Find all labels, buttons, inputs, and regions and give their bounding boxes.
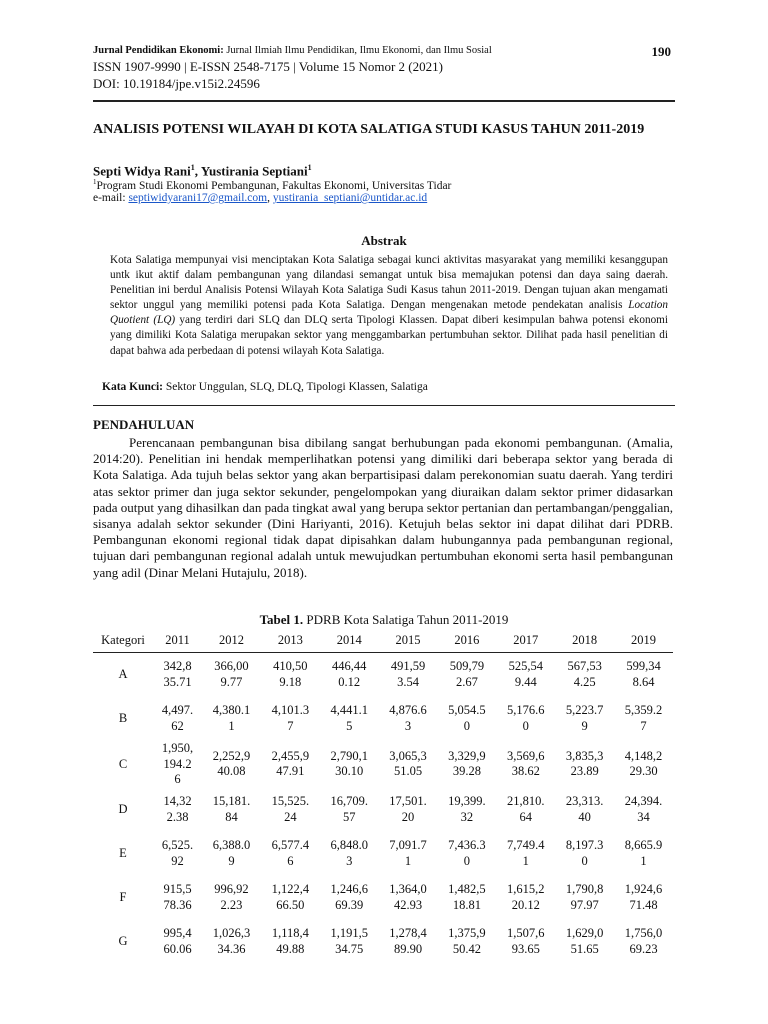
value-cell: [202, 920, 261, 964]
value-cell-line: 567,53: [567, 659, 602, 674]
value-cell-line: 491,59: [390, 659, 426, 674]
value-cell-line: 92: [171, 853, 184, 868]
value-cell-line: 4,148,2: [624, 748, 663, 763]
value-cell-line: 509,79: [449, 659, 485, 674]
header-2013: 2013: [261, 628, 320, 653]
value-cell: [496, 653, 555, 698]
table-row: [93, 832, 673, 876]
value-cell-line: 62: [171, 719, 184, 733]
value-cell-line: 0: [463, 719, 471, 733]
value-cell-line: 1,756,0: [624, 926, 663, 941]
value-cell: [496, 920, 555, 964]
value-cell-line: 2,252,9: [212, 748, 251, 763]
value-cell-line: 60.06: [163, 941, 192, 956]
email-label: e-mail:: [93, 192, 129, 204]
value-cell-line: 21,810.: [507, 794, 545, 809]
value-cell-line: 6: [287, 853, 294, 868]
value-cell-line: 7,749.4: [507, 838, 545, 853]
abstract-divider: [93, 405, 675, 406]
author-1-affil-mark: 1: [190, 163, 195, 172]
table-row: [93, 788, 673, 832]
table-header-row: [93, 628, 673, 653]
value-cell-line: 7: [287, 719, 294, 733]
abstract-emphasis: Location Quotient (LQ): [110, 299, 668, 327]
value-cell-line: 1: [228, 719, 235, 733]
section-heading: PENDAHULUAN: [93, 417, 195, 432]
value-cell-line: 5,054.5: [448, 703, 486, 718]
author-2-affil-mark: 1: [307, 163, 312, 172]
abstract-text-1: Kota Salatiga mempunyai visi menciptakan Kota Salatiga sebagai kunci aktivitas masyarakat yang memiliki kesanggupan untk ikut aktif dalam pembangunan yang dilandasi semangat untuk bisa memajukan potensi dan daya saing daerah. Penelitian ini berdul Analisis Potensi Wilayah Kota Salatiga Sudi Kasus tahun 2011-2019. Dengan tujuan akan mengamati sektor unggul yang memiliki potensi pada Kota Salatiga. Dengan mengenakan metode pendekatan analisis: [110, 254, 668, 312]
value-cell-line: 40: [578, 809, 591, 824]
value-cell: [437, 920, 496, 964]
value-cell-line: 915,5: [163, 882, 192, 897]
value-cell-line: 50.42: [452, 941, 481, 956]
value-cell-line: 599,34: [626, 659, 661, 674]
value-cell-line: 525,54: [508, 659, 543, 674]
category-cell: D: [118, 801, 128, 816]
value-cell-line: 9.44: [514, 675, 537, 689]
value-cell-line: 24,394.: [624, 794, 663, 809]
author-list: [93, 163, 312, 179]
value-cell-line: 1,924,6: [624, 882, 663, 897]
value-cell-line: 93.65: [511, 941, 540, 956]
header-kategori: Kategori: [93, 628, 153, 653]
value-cell: [320, 788, 379, 832]
value-cell-line: 8.64: [632, 675, 655, 689]
value-cell: [202, 697, 261, 741]
value-cell: [555, 832, 614, 876]
value-cell-line: 2.67: [455, 675, 478, 689]
value-cell-line: 16,709.: [330, 794, 368, 809]
value-cell: [153, 832, 202, 876]
value-cell-line: 3,065,3: [389, 748, 427, 763]
value-cell-line: 9: [581, 719, 588, 733]
value-cell: [614, 788, 673, 832]
value-cell-line: 6,388.0: [212, 838, 251, 853]
value-cell-line: 3: [404, 719, 412, 733]
header-2012: 2012: [202, 628, 261, 653]
value-cell-line: 4,441.1: [330, 703, 368, 718]
value-cell-line: 15,181.: [212, 794, 251, 809]
value-cell-line: 995,4: [163, 926, 192, 941]
value-cell-line: 0.12: [338, 675, 361, 689]
journal-subtitle: Jurnal Ilmiah Ilmu Pendidikan, Ilmu Ekonomi, dan Ilmu Sosial: [223, 45, 492, 56]
value-cell: [555, 920, 614, 964]
doi-line: DOI: 10.19184/jpe.v15i2.24596: [93, 76, 260, 91]
value-cell: [496, 741, 555, 788]
value-cell-line: 7: [640, 719, 647, 733]
value-cell: [153, 920, 202, 964]
category-cell: B: [118, 711, 128, 726]
table-row: [93, 653, 673, 698]
category-cell: G: [118, 933, 128, 948]
page-number: 190: [651, 44, 671, 59]
value-cell: [379, 741, 438, 788]
value-cell-line: 40.08: [217, 764, 246, 779]
value-cell: [555, 788, 614, 832]
value-cell: [437, 832, 496, 876]
value-cell-line: 5,359.2: [624, 703, 663, 718]
table-row: [93, 920, 673, 964]
value-cell-line: 2,790,1: [330, 748, 368, 763]
value-cell-line: 3,835,3: [565, 748, 604, 763]
value-cell-line: 1,026,3: [212, 926, 251, 941]
abstract-heading: Abstrak: [361, 233, 407, 248]
abstract-text-2: yang terdiri dari SLQ dan DLQ serta Tipologi Klassen. Dapat diberi kesimpulan bahwa potensi ekonomi yang dimiliki Kota Salatiga merupakan sektor yang menggambarkan pertumbuhan sektor. Dilihat pada hasil penelitian di dapat bahwa ada perbedaan di potensi wilayah Kota Salatiga.: [110, 314, 668, 357]
value-cell-line: 23,313.: [565, 794, 604, 809]
table-row: [93, 697, 673, 741]
category-cell: E: [119, 845, 127, 860]
value-cell: [437, 741, 496, 788]
author-separator: ,: [194, 163, 201, 179]
value-cell-line: 1: [640, 853, 647, 868]
value-cell-line: 1,118,4: [271, 926, 309, 941]
value-cell-line: 34.75: [335, 941, 364, 956]
value-cell: [614, 697, 673, 741]
value-cell-line: 30.10: [335, 764, 364, 779]
value-cell-line: 47.91: [276, 764, 305, 779]
value-cell: [320, 832, 379, 876]
email-link-1[interactable]: septiwidyarani17@gmail.com: [128, 192, 268, 204]
value-cell: [202, 832, 261, 876]
value-cell: [614, 876, 673, 920]
value-cell-line: 0: [522, 719, 529, 733]
value-cell: [153, 697, 202, 741]
value-cell-line: 4.25: [573, 675, 596, 689]
value-cell: [379, 876, 438, 920]
paper-title: ANALISIS POTENSI WILAYAH DI KOTA SALATIGA STUDI KASUS TAHUN 2011-2019: [93, 122, 645, 137]
value-cell-line: 1,482,5: [448, 882, 486, 897]
author-1: Septi Widya Rani: [93, 163, 191, 179]
header-2016: 2016: [437, 628, 496, 653]
value-cell: [614, 741, 673, 788]
value-cell-line: 366,00: [214, 659, 249, 674]
value-cell-line: 1,191,5: [330, 926, 368, 941]
value-cell: [320, 920, 379, 964]
value-cell-line: 5,176.6: [507, 703, 545, 718]
value-cell-line: 1: [522, 853, 529, 868]
table-caption-text: PDRB Kota Salatiga Tahun 2011-2019: [303, 612, 509, 627]
value-cell-line: 3,569,6: [507, 748, 545, 763]
abstract-body: [110, 253, 668, 359]
value-cell-line: 3,329,9: [448, 748, 486, 763]
value-cell-line: 1,122,4: [271, 882, 310, 897]
value-cell-line: 78.36: [163, 897, 192, 912]
category-cell: F: [119, 889, 127, 904]
value-cell-line: 1,790,8: [565, 882, 604, 897]
value-cell: [614, 832, 673, 876]
header-2017: 2017: [496, 628, 555, 653]
keywords-text: Sektor Unggulan, SLQ, DLQ, Tipologi Klassen, Salatiga: [163, 381, 428, 393]
value-cell-line: 3: [346, 853, 353, 868]
value-cell-line: 4,380.1: [212, 703, 251, 718]
value-cell: [261, 920, 320, 964]
value-cell: [261, 876, 320, 920]
value-cell-line: 15,525.: [271, 794, 310, 809]
value-cell-line: 4,101.3: [271, 703, 310, 718]
value-cell: [614, 920, 673, 964]
value-cell-line: 6,848.0: [330, 838, 368, 853]
value-cell-line: 64: [519, 809, 533, 824]
value-cell-line: 32: [460, 809, 474, 824]
value-cell-line: 446,44: [332, 659, 367, 674]
email-link-2[interactable]: yustirania_septiani@untidar.ac.id: [272, 192, 428, 204]
value-cell: [153, 876, 202, 920]
value-cell-line: 6,577.4: [271, 838, 310, 853]
value-cell-line: 69.23: [629, 941, 658, 956]
value-cell: [496, 876, 555, 920]
value-cell-line: 9: [228, 853, 235, 868]
value-cell-line: 20.12: [511, 897, 540, 912]
value-cell-line: 1,615,2: [507, 882, 545, 897]
value-cell: [379, 788, 438, 832]
table-row: [93, 741, 673, 788]
value-cell-line: 89.90: [393, 941, 423, 956]
value-cell: [379, 832, 438, 876]
value-cell: [153, 788, 202, 832]
table-caption-label: Tabel 1.: [259, 612, 304, 627]
value-cell: [202, 741, 261, 788]
value-cell: [437, 653, 496, 698]
value-cell: [379, 697, 438, 741]
value-cell: [555, 697, 614, 741]
value-cell: [496, 832, 555, 876]
value-cell-line: 0: [581, 853, 588, 868]
value-cell-line: 1: [404, 853, 412, 868]
value-cell: [320, 653, 379, 698]
value-cell-line: 51.05: [393, 764, 423, 779]
value-cell-line: 2,455,9: [271, 748, 310, 763]
affiliation: [93, 178, 451, 192]
value-cell-line: 2.23: [220, 897, 243, 912]
value-cell-line: 1,375,9: [448, 926, 486, 941]
value-cell-line: 1,507,6: [507, 926, 545, 941]
table-row: [93, 876, 673, 920]
value-cell-line: 7,436.3: [448, 838, 486, 853]
keywords-label: Kata Kunci:: [102, 381, 164, 393]
value-cell-line: 97.97: [570, 897, 599, 912]
value-cell-line: 69.39: [335, 897, 364, 912]
value-cell: [202, 653, 261, 698]
value-cell-line: 1,246,6: [330, 882, 368, 897]
value-cell: [437, 788, 496, 832]
value-cell: [614, 653, 673, 698]
value-cell-line: 342,8: [163, 659, 192, 674]
value-cell: [555, 876, 614, 920]
intro-paragraph: Perencanaan pembangunan bisa dibilang sangat berhubungan pada ekonomi pembangunan. (Amalia, 2014:20). Penelitian ini hendak memperlihatkan potensi yang dimiliki dari beberapa sektor yang berada di Kota Salatiga. Ada tujuh belas sektor yang akan berpartisipasi dalam perekonomian suatu daerah. Yang terdiri atas sektor primer dan juga sektor sekunder, pengelompokan yang diuraikan dalam sektor primer didasarkan pada output yang dihasilkan dan pada tingkat awal yang berupa sektor pertanian dan pertambangan/penggalian, sisanya adalah sektor sekunder (Dini Hariyanti, 2016). Ketujuh belas sektor ini dapat dilihat dari PDRB. Pembangunan ekonomi regional tidak dapat dipisahkan dalam hubungannya pada pembangunan regional, tujuan dari pembangunan regional adalah untuk mewujudkan pertumbuhan ekonomi serta hasil pembangunan yang adil (Dinar Melani Hutajulu, 2018).: [93, 435, 673, 580]
value-cell: [437, 876, 496, 920]
value-cell-line: 29.30: [629, 764, 658, 779]
value-cell-line: 3.54: [397, 675, 419, 689]
issn-line: ISSN 1907-9990 | E-ISSN 2548-7175 | Volume 15 Nomor 2 (2021): [93, 59, 443, 74]
value-cell-line: 1,278,4: [389, 926, 427, 941]
value-cell-line: 9.77: [220, 675, 243, 689]
value-cell-line: 8,665.9: [624, 838, 663, 853]
value-cell: [202, 876, 261, 920]
value-cell-line: 7,091.7: [389, 838, 427, 853]
value-cell-line: 17,501.: [389, 794, 427, 809]
value-cell: [202, 788, 261, 832]
header-2014: 2014: [320, 628, 379, 653]
value-cell: [555, 653, 614, 698]
pdrb-table: [93, 628, 673, 964]
header-2015: 2015: [379, 628, 438, 653]
value-cell-line: 4,497.: [161, 703, 194, 718]
value-cell-line: 1,364,0: [389, 882, 427, 897]
value-cell: [320, 876, 379, 920]
value-cell-line: 14,32: [163, 794, 192, 809]
category-cell: C: [118, 756, 128, 771]
value-cell: [153, 741, 202, 788]
value-cell-line: 194.2: [163, 756, 192, 771]
header-2018: 2018: [555, 628, 614, 653]
journal-header: [93, 45, 492, 56]
header-2011: 2011: [153, 628, 202, 653]
value-cell-line: 4,876.6: [389, 703, 427, 718]
value-cell-line: 24: [284, 809, 297, 824]
value-cell-line: 42.93: [393, 897, 423, 912]
email-separator: ,: [267, 192, 273, 204]
journal-name: Jurnal Pendidikan Ekonomi:: [93, 45, 224, 56]
value-cell: [496, 697, 555, 741]
value-cell: [320, 697, 379, 741]
header-divider: [93, 100, 675, 102]
value-cell: [437, 697, 496, 741]
value-cell-line: 84: [225, 809, 238, 824]
table-caption: [0, 612, 768, 628]
value-cell-line: 8,197.3: [565, 838, 604, 853]
value-cell-line: 66.50: [276, 897, 305, 912]
affiliation-text: Program Studi Ekonomi Pembangunan, Fakultas Ekonomi, Universitas Tidar: [96, 179, 452, 192]
value-cell-line: 34.36: [217, 941, 246, 956]
value-cell: [379, 920, 438, 964]
value-cell-line: 18.81: [452, 897, 481, 912]
value-cell-line: 5,223.7: [565, 703, 604, 718]
header-2019: 2019: [614, 628, 673, 653]
value-cell-line: 49.88: [276, 941, 305, 956]
value-cell: [261, 788, 320, 832]
value-cell: [496, 788, 555, 832]
value-cell-line: 1,950,: [161, 741, 194, 755]
value-cell: [261, 697, 320, 741]
value-cell-line: 0: [463, 853, 471, 868]
value-cell: [261, 832, 320, 876]
value-cell-line: 1,629,0: [565, 926, 604, 941]
affiliation-mark: 1: [93, 178, 97, 186]
value-cell-line: 6: [174, 772, 181, 787]
author-2: Yustirania Septiani: [200, 163, 308, 179]
value-cell-line: 39.28: [452, 764, 481, 779]
value-cell-line: 9.18: [279, 675, 302, 689]
value-cell-line: 5: [346, 719, 353, 733]
value-cell: [261, 653, 320, 698]
value-cell: [153, 653, 202, 698]
value-cell-line: 23.89: [570, 764, 599, 779]
value-cell-line: 57: [342, 809, 356, 824]
value-cell-line: 2.38: [166, 809, 189, 824]
value-cell-line: 71.48: [629, 897, 658, 912]
value-cell-line: 35.71: [163, 675, 192, 689]
value-cell: [555, 741, 614, 788]
keywords: [102, 381, 428, 393]
value-cell-line: 996,92: [214, 882, 249, 897]
value-cell: [261, 741, 320, 788]
value-cell-line: 20: [401, 809, 415, 824]
value-cell-line: 6,525.: [161, 838, 194, 853]
value-cell: [320, 741, 379, 788]
table-body: [93, 653, 673, 964]
value-cell-line: 34: [637, 809, 650, 824]
value-cell-line: 410,50: [273, 659, 308, 674]
email-line: [93, 192, 427, 204]
value-cell: [379, 653, 438, 698]
value-cell-line: 19,399.: [448, 794, 486, 809]
value-cell-line: 38.62: [511, 764, 540, 779]
category-cell: A: [118, 667, 128, 682]
value-cell-line: 51.65: [570, 941, 599, 956]
